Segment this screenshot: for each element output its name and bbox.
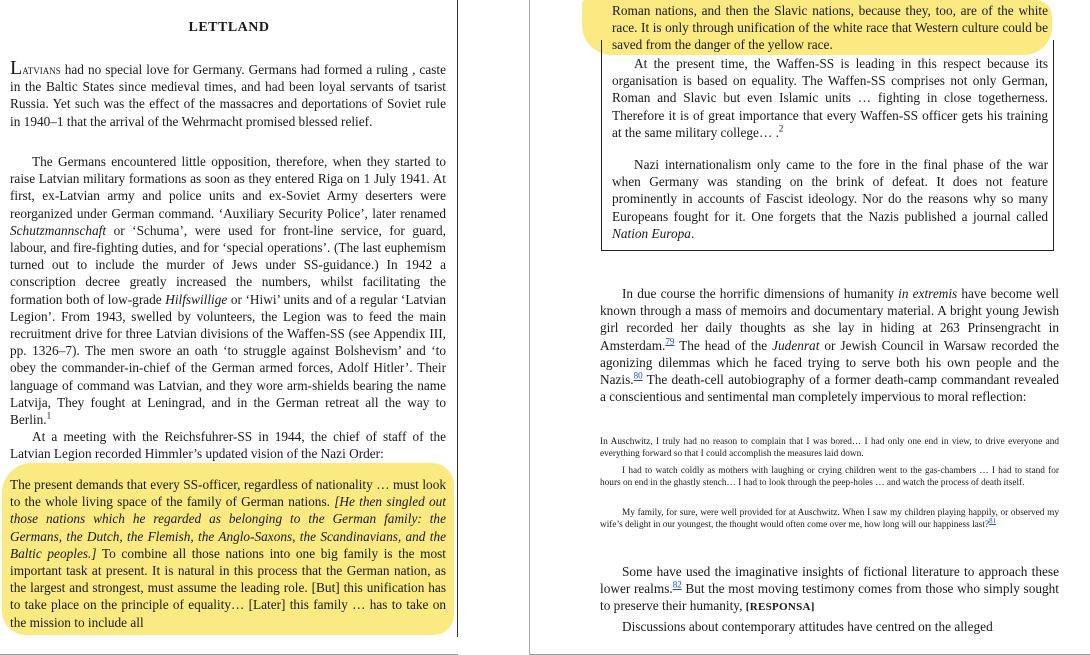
quote-text: My family, for sure, were well provided for at Auschwitz. When I saw my children playing happily, or observed my wife’s delight in our youngest, the thought would often come over me, how long will our happiness last? <box>600 508 1059 530</box>
paragraph-formations <box>10 153 446 428</box>
paragraph-text: Some have used the imaginative insights of fictional literature to approach these lower realms. <box>600 564 1059 597</box>
paragraph-text: The head of the <box>674 337 773 353</box>
block-quote-himmler <box>10 476 446 631</box>
paragraph-fictional-literature <box>600 563 1059 617</box>
paragraph-text: had no special love for Germany. Germans had formed a ruling , caste in the Baltic States since medieval times, and had been loyal servants of tsarist Russia. Yet such was the effect of the massacres and deportations of Soviet rule in 1940–1 that the arrival of the Wehrmacht promised blessed relief. <box>10 62 446 129</box>
paragraph-in-extremis <box>600 285 1059 405</box>
small-quote-auschwitz-2: I had to watch coldly as mothers with laughing or crying children went to the gas-chambers … I had to stand for hours on end in the ghastly stench… I had to look through the peep-holes … and watch the process of death itself. <box>600 466 1059 488</box>
paragraph-text: But the most moving testimony comes from those who simply sought to preserve their humanity, <box>600 581 1059 614</box>
paragraph-text: The Germans encountered little opposition, therefore, when they started to raise Latvian military formations as soon as they entered Riga on 1 July 1941. At first, ex-Latvian army and police units and ex-Soviet Army deserters were reorganized under German command. ‘Auxiliary Security Police’, later renamed <box>10 154 446 221</box>
small-quote-auschwitz-1: In Auschwitz, I truly had no reason to complain that I was bored… I had only one end in view, to drive everyone and everything forward so that I could accomplish the measures laid down. <box>600 437 1059 459</box>
italic-term: Nation Europa <box>612 225 691 241</box>
quote-text: At the present time, the Waffen-SS is leading in this respect because its organisation is based on equality. The Waffen-SS comprises not only German, Roman and Slavic but even Islamic units … fighting in close togetherness. Therefore it is of great importance that every Waffen-SS officer gets his training at the same military college… . <box>612 56 1048 140</box>
paragraph-text: or ‘Schuma’, were used for front-line service, for guard, labour, and fire-fighting duties, and for ‘special operations’. (The last euphemism turned out to include the murder of Jews under SS-guidance.) In 1942 a conscription decree greatly increased the numbers, whilst facilitating the formation both of low-grade <box>10 222 446 307</box>
italic-term: in extremis <box>898 286 958 301</box>
paragraph-meeting: At a meeting with the Reichsfuhrer-SS in 1944, the chief of staff of the Latvian Legion recorded Himmler’s updated vision of the Nazi Order: <box>10 429 446 462</box>
quote-text: The present demands that every SS-officer, regardless of nationality … must look to the whole living space of the family of German nations. <box>10 477 446 510</box>
paragraph-latvians <box>10 57 446 130</box>
quote-text: To combine all those nations into one big family is the most important task at present. It is natural in this process that the German nation, as the largest and strongest, must assume the leading role. [But] this unification has to take place on the principle of equality… [Later] this family … has to take on the mission to include all <box>10 545 447 630</box>
paragraph-text: or ‘Hiwi’ units and of a regular ‘Latvian Legion’. From 1943, swelled by volunteers, the Legion was to feed the main recruitment drive for three Latvian divisions of the Waffen-SS (see Appendix III, pp. 1326–7). The men swore an oath ‘to struggle against Bolshevism’ and ‘to obey the commander-in-chief of the German armed forces, Adolf Hitler’. Their language of command was Latvian, and they wore arm-shields bearing the name Latvija, They fought at Leningrad, and in the German retreat all the way to Berlin. <box>10 291 446 428</box>
footnote-link-81[interactable]: 81 <box>989 516 997 525</box>
footnote-marker: 1 <box>46 410 52 421</box>
small-quote-auschwitz-3 <box>600 508 1059 531</box>
paragraph-discussions: Discussions about contemporary attitudes have centred on the alleged <box>622 619 993 634</box>
paragraph-text: Nazi internationalism only came to the fore in the final phase of the war when Germany was standing on the brink of defeat. It does not feature prominently in accounts of Fascist ideology. Nor do the reasons why so many Europeans fought for it. One forgets that the Nazis published a journal called <box>612 157 1048 224</box>
footnote-link-79[interactable]: 79 <box>665 336 675 347</box>
footnote-link-80[interactable]: 80 <box>633 370 643 381</box>
chapter-title: LETTLAND <box>188 20 270 35</box>
cross-reference-responsa[interactable]: [RESPONSA] <box>745 601 815 614</box>
italic-term: Judenrat <box>772 337 820 353</box>
paragraph-text: have become well known through a mass of memoirs and documentary material. A bright young Jewish girl recorded her daily thoughts as she lay in hiding at 263 Prinsengracht in Amsterdam. <box>600 286 1059 353</box>
box-paragraph-internationalism <box>612 156 1048 242</box>
italic-term: Hilfswillige <box>165 291 228 307</box>
paragraph-text: or Jewish Council in Warsaw recorded the agonizing dilemmas which he faced trying to serve both his own people and the Nazis. <box>600 337 1059 388</box>
left-page <box>0 0 458 655</box>
left-page-edge <box>457 0 458 637</box>
footnote-link-82[interactable]: 82 <box>672 579 682 590</box>
quote-italic: [He then singled out those nations which he regarded as belonging to the German family: the Germans, the Dutch, the Flemish, the Anglo-Saxons, the Scandinavians, and the Baltic peoples.] <box>10 494 447 561</box>
italic-term: Schutzmannschaft <box>10 222 107 238</box>
paragraph-text: The death-cell autobiography of a former death-camp commandant revealed a conscientious and sentimental man completely impervious to moral reflection: <box>600 372 1059 405</box>
right-page-edge <box>529 0 530 655</box>
small-caps-word: atvians <box>22 62 61 77</box>
box-quote-waffen-ss <box>612 55 1048 141</box>
footnote-marker: 2 <box>778 123 784 134</box>
box-quote-white-race: Roman nations, and then the Slavic nations, because they, too, are of the white race. It is only through unification of the white race that Western culture could be saved from the danger of the yellow race. <box>612 3 1048 53</box>
paragraph-text: In due course the horrific dimensions of humanity <box>622 286 899 301</box>
drop-cap: L <box>10 57 23 79</box>
paragraph-text: . <box>690 225 695 241</box>
